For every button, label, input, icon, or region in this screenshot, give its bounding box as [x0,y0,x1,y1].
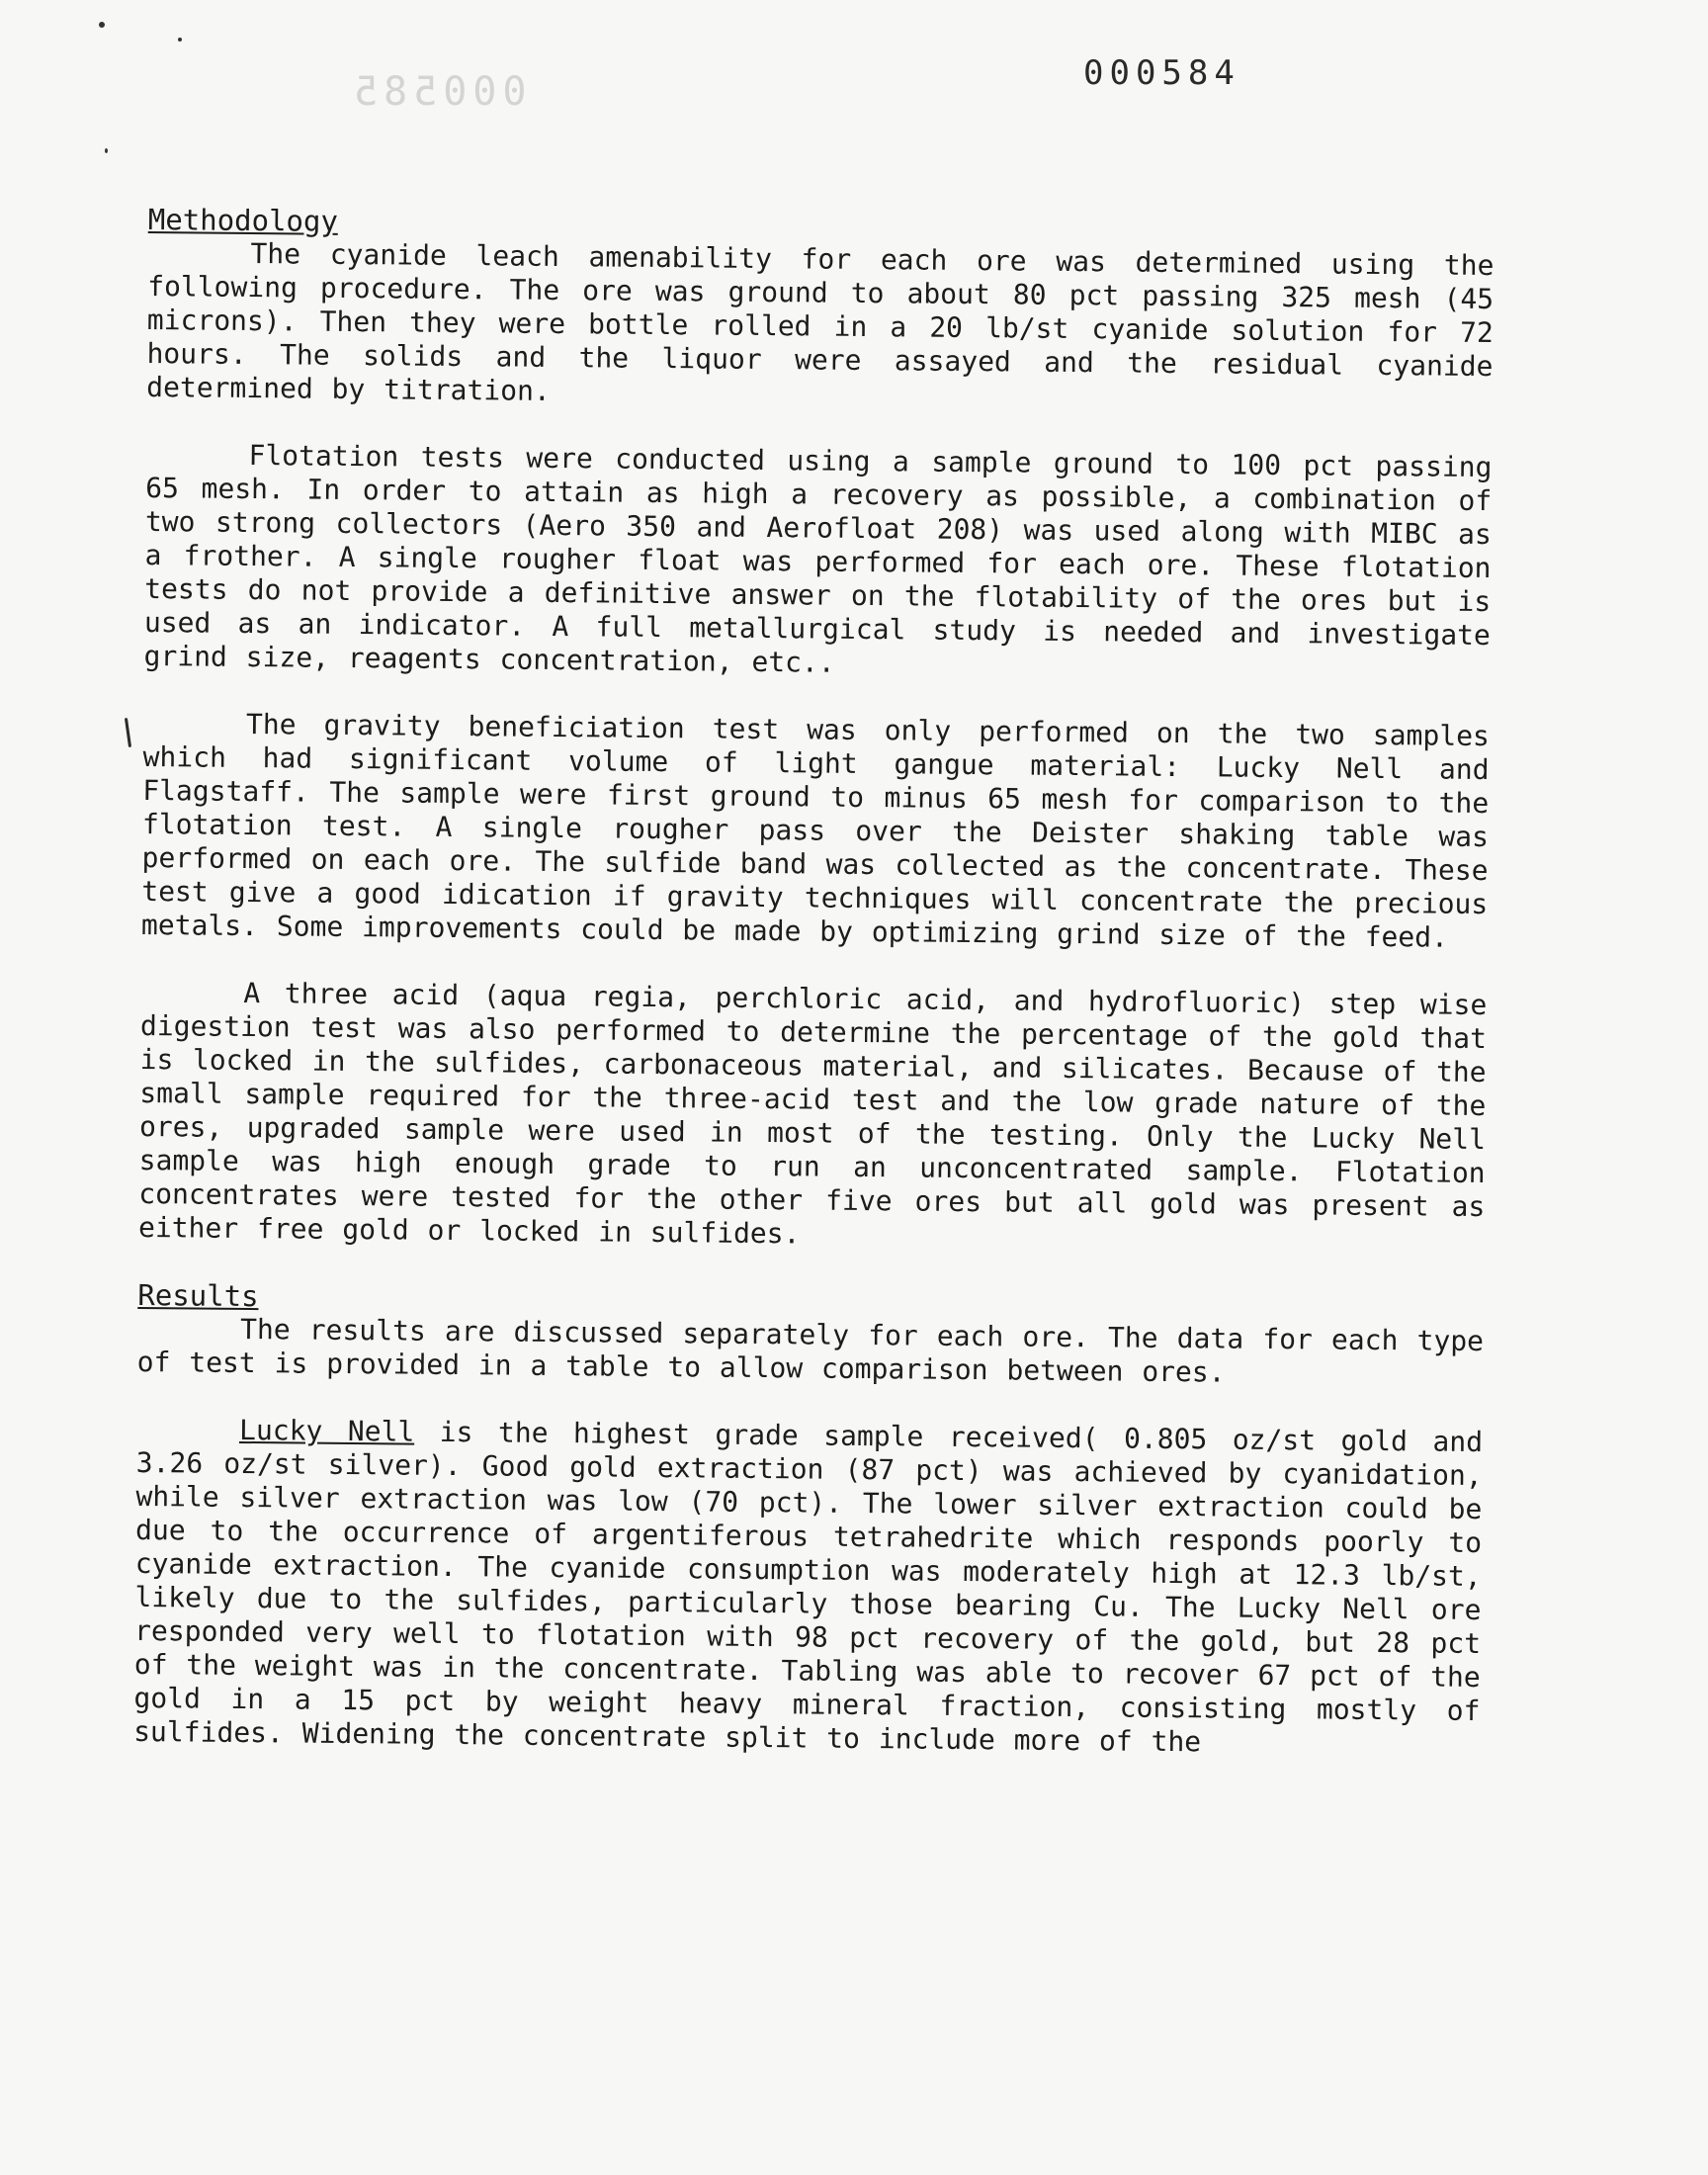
scan-speck [105,148,108,153]
results-heading: Results [137,1277,259,1314]
lucky-nell-paragraph [133,1413,1483,1762]
margin-mark [125,718,131,747]
lucky-nell-text: is the highest grade sample received( 0.805 oz/st gold and 3.26 oz/st silver). Good gold extraction (87 pct) was achieved by cyanidation, while silver extraction was low (70 pct). The lower silver extraction could be due to the occurrence of argentiferous tetrahedrite which responds poorly to cyanide extraction. The cyanide consumption was moderately high at 12.3 lb/st, likely due to the sulfides, particularly those bearing Cu. The Lucky Nell ore responded very well to flotation with 98 pct recovery of the gold, but 28 pct of the weight was in the concentrate. Tabling was able to recover 67 pct of the gold in a 15 pct by weight heavy mineral fraction, consisting mostly of sulfides. Widening the concentrate split to include more of the [132,1415,1484,1759]
methodology-paragraph-2: Flotation tests were conducted using a sample ground to 100 pct passing 65 mesh. In order to attain as high a recovery as possible, a combination of two strong collectors (Aero 350 and Aerofloat 208) was used along with MIBC as a frother. A single rougher float was performed for each ore. These flotation tests do not provide a definitive answer on the flotability of the ores but is used as an indicator. A full metallurgical study is needed and investigate grind size, reagents concentration, etc.. [143,438,1493,679]
methodology-paragraph-4: A three acid (aqua regia, perchloric acid, and hydrofluoric) step wise digestion test was also performed to determine the percentage of the gold that is locked in the sulfides, carbonaceous material, and silicates. Because of the small sample required for the three-acid test and the low grade nature of the ores, upgraded sample were used in most of the testing. Only the Lucky Nell sample was high enough grade to run an unconcentrated sample. Flotation concentrates were tested for the other five ores but all gold was present as either free gold or locked in sulfides. [137,976,1488,1251]
bleed-through-page-number: 000585 [348,69,527,115]
methodology-paragraph-1: The cyanide leach amenability for each ore was determined using the following procedure. The ore was ground to about 80 pct passing 325 mesh (45 microns). Then they were bottle rolled in a 20 lb/st cyanide solution for 72 hours. The solids and the liquor were assayed and the residual cyanide determined by titration. [146,236,1494,407]
page-number: 000584 [1083,53,1240,93]
results-paragraph-1: The results are discussed separately for each ore. The data for each type of test is provided in a table to allow comparison between ores. [136,1312,1485,1389]
scan-speck [99,22,105,28]
document-body [133,203,1494,1795]
methodology-heading: Methodology [147,203,339,238]
lucky-nell-label: Lucky Nell [238,1413,415,1448]
scan-speck [178,38,182,42]
methodology-paragraph-3: The gravity beneficiation test was only performed on the two samples which had significant volume of light gangue material: Lucky Nell and Flagstaff. The sample were first ground to minus 65 mesh for comparison to the flotation test. A single rougher pass over the Deister shaking table was performed on each ore. The sulfide band was collected as the concentrate. These test give a good idication if gravity techniques will concentrate the precious metals. Some improvements could be made by optimizing grind size of the feed. [140,707,1491,954]
